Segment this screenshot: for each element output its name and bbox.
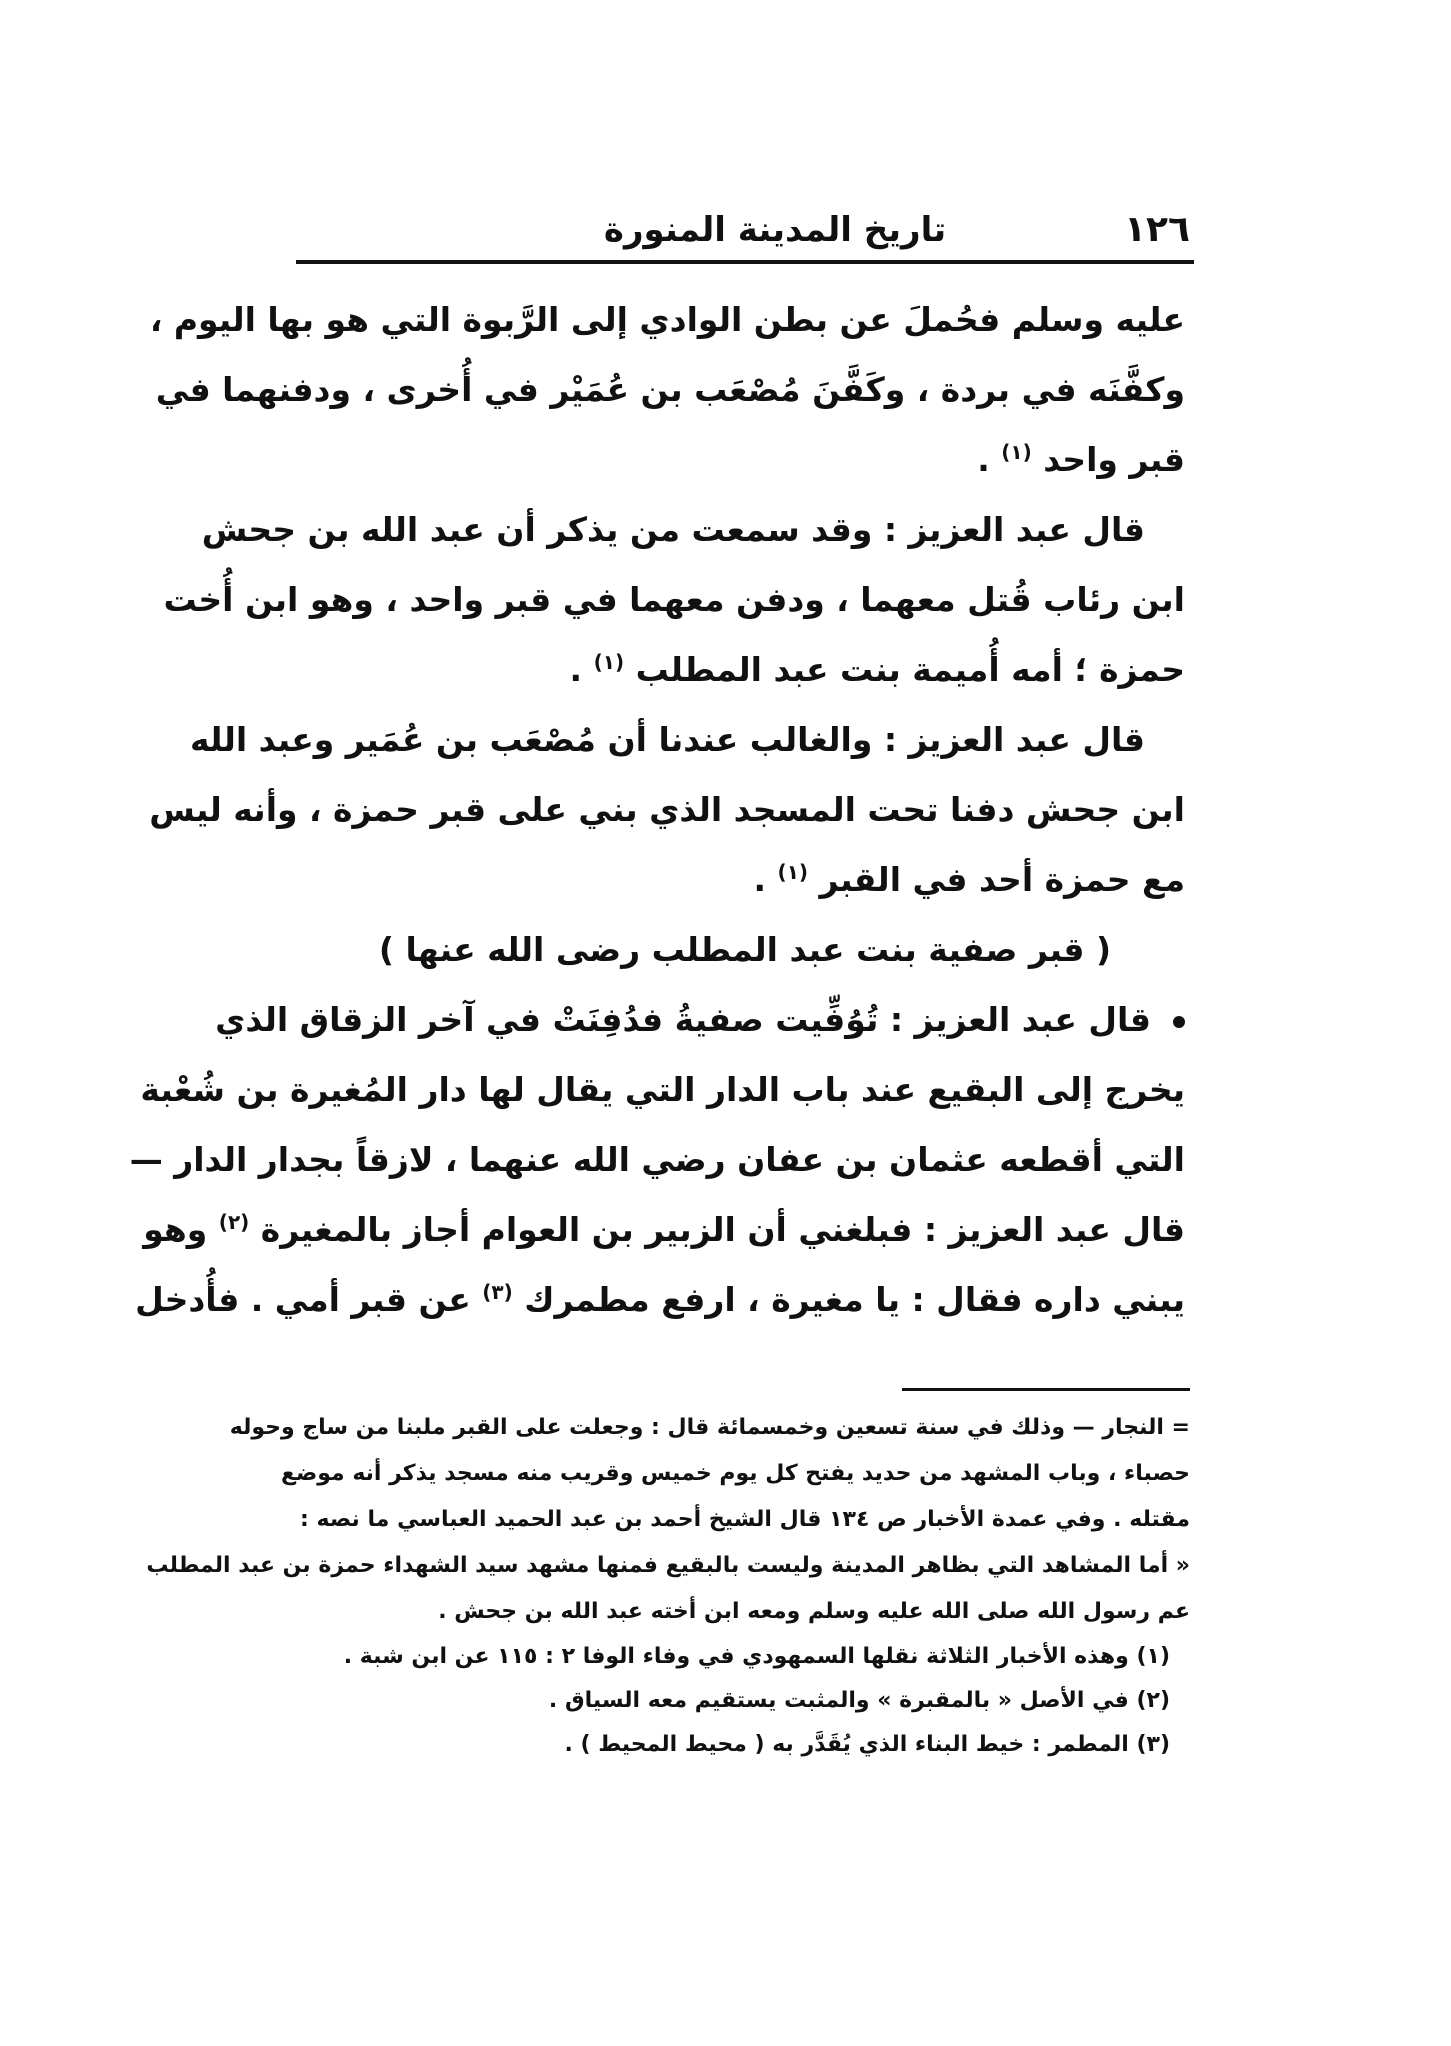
paragraph-2: [163, 495, 1185, 705]
text-line: [215, 985, 1185, 1055]
text-line: [305, 845, 1185, 915]
running-title: تاريخ المدينة المنورة: [603, 210, 947, 250]
period: .: [753, 860, 767, 899]
text-span: وهو: [143, 1210, 208, 1249]
text-line: ابن جحش دفنا تحت المسجد الذي بني على قبر حمزة ، وأنه ليس: [149, 790, 1185, 829]
paragraph-3: [149, 705, 1185, 915]
footnote-ref[interactable]: (١): [777, 860, 809, 884]
footnote-3: (٣) المطمر : خيط البناء الذي يُقَدَّر به ( محيط المحيط ) .: [564, 1732, 1170, 1757]
text-line: [305, 635, 1185, 705]
period: .: [569, 650, 583, 689]
footnote-ref[interactable]: (٣): [482, 1280, 513, 1304]
footnote-continuation-line: « أما المشاهد التي بظاهر المدينة وليست بالبقيع فمنها مشهد سيد الشهداء حمزة بن عبد المطلب: [146, 1553, 1190, 1578]
footnote-continuation-line: مقتله . وفي عمدة الأخبار ص ١٣٤ قال الشيخ أحمد بن عبد الحميد العباسي ما نصه :: [300, 1507, 1190, 1532]
footnote-2: (٢) في الأصل « بالمقبرة » والمثبت يستقيم معه السياق .: [548, 1688, 1170, 1713]
footnote-ref[interactable]: (١): [593, 650, 625, 674]
page-number: ١٢٦: [1124, 209, 1190, 250]
text-span: قبر واحد: [1043, 440, 1185, 479]
text-line: قال عبد العزيز : وقد سمعت من يذكر أن عبد الله بن جحش: [201, 510, 1145, 549]
period: .: [977, 440, 990, 479]
bullet-icon: [1173, 1016, 1185, 1028]
header-rule: [296, 260, 1194, 264]
text-line: وكفَّنَه في بردة ، وكَفَّنَ مُصْعَب بن عُمَيْر في أُخرى ، ودفنهما في: [155, 370, 1185, 409]
text-line: [305, 425, 1185, 495]
footnote-continuation-line: = النجار — وذلك في سنة تسعين وخمسمائة قال : وجعلت على القبر ملبنا من ساج وحوله: [229, 1415, 1190, 1440]
footnote-ref[interactable]: (١): [1001, 440, 1032, 464]
text-line: ابن رئاب قُتل معهما ، ودفن معهما في قبر واحد ، وهو ابن أُخت: [163, 580, 1185, 619]
footnote-ref[interactable]: (٢): [218, 1210, 250, 1234]
text-line: عليه وسلم فحُملَ عن بطن الوادي إلى الرَّبوة التي هو بها اليوم ،: [149, 300, 1185, 339]
section-heading: ( قبر صفية بنت عبد المطلب رضى الله عنها ): [378, 930, 1112, 969]
paragraph-1: [149, 285, 1185, 495]
main-text: [129, 285, 1185, 1335]
text-span: حمزة ؛ أمه أُميمة بنت عبد المطلب: [635, 650, 1185, 689]
text-line: [143, 1195, 1185, 1265]
footnotes: [146, 1405, 1190, 1767]
text-span: قال عبد العزيز : تُوُفِّيت صفيةُ فدُفِنَتْ في آخر الزقاق الذي: [215, 1000, 1151, 1039]
page-header: [300, 205, 1190, 255]
text-line: يخرج إلى البقيع عند باب الدار التي يقال لها دار المُغيرة بن شُعْبة: [140, 1070, 1185, 1109]
text-line: التي أقطعه عثمان بن عفان رضي الله عنهما ، لازقاً بجدار الدار —: [129, 1140, 1185, 1179]
footnote-continuation-line: عم رسول الله صلى الله عليه وسلم ومعه ابن أخته عبد الله بن جحش .: [438, 1599, 1190, 1624]
text-span: عن قبر أمي . فأُدخل: [135, 1280, 471, 1319]
footnote-separator: [902, 1388, 1190, 1391]
text-line: [135, 1265, 1185, 1335]
paragraph-4: [129, 985, 1185, 1335]
text-span: قال عبد العزيز : فبلغني أن الزبير بن العوام أجاز بالمغيرة: [260, 1210, 1185, 1249]
text-line: قال عبد العزيز : والغالب عندنا أن مُصْعَب بن عُمَير وعبد الله: [190, 720, 1145, 759]
text-span: يبني داره فقال : يا مغيرة ، ارفع مطمرك: [524, 1280, 1185, 1319]
footnote-1: (١) وهذه الأخبار الثلاثة نقلها السمهودي في وفاء الوفا ٢ : ١١٥ عن ابن شبة .: [343, 1644, 1170, 1669]
footnote-continuation-line: حصباء ، وباب المشهد من حديد يفتح كل يوم خميس وقريب منه مسجد يذكر أنه موضع: [280, 1461, 1190, 1486]
text-span: مع حمزة أحد في القبر: [819, 860, 1185, 899]
